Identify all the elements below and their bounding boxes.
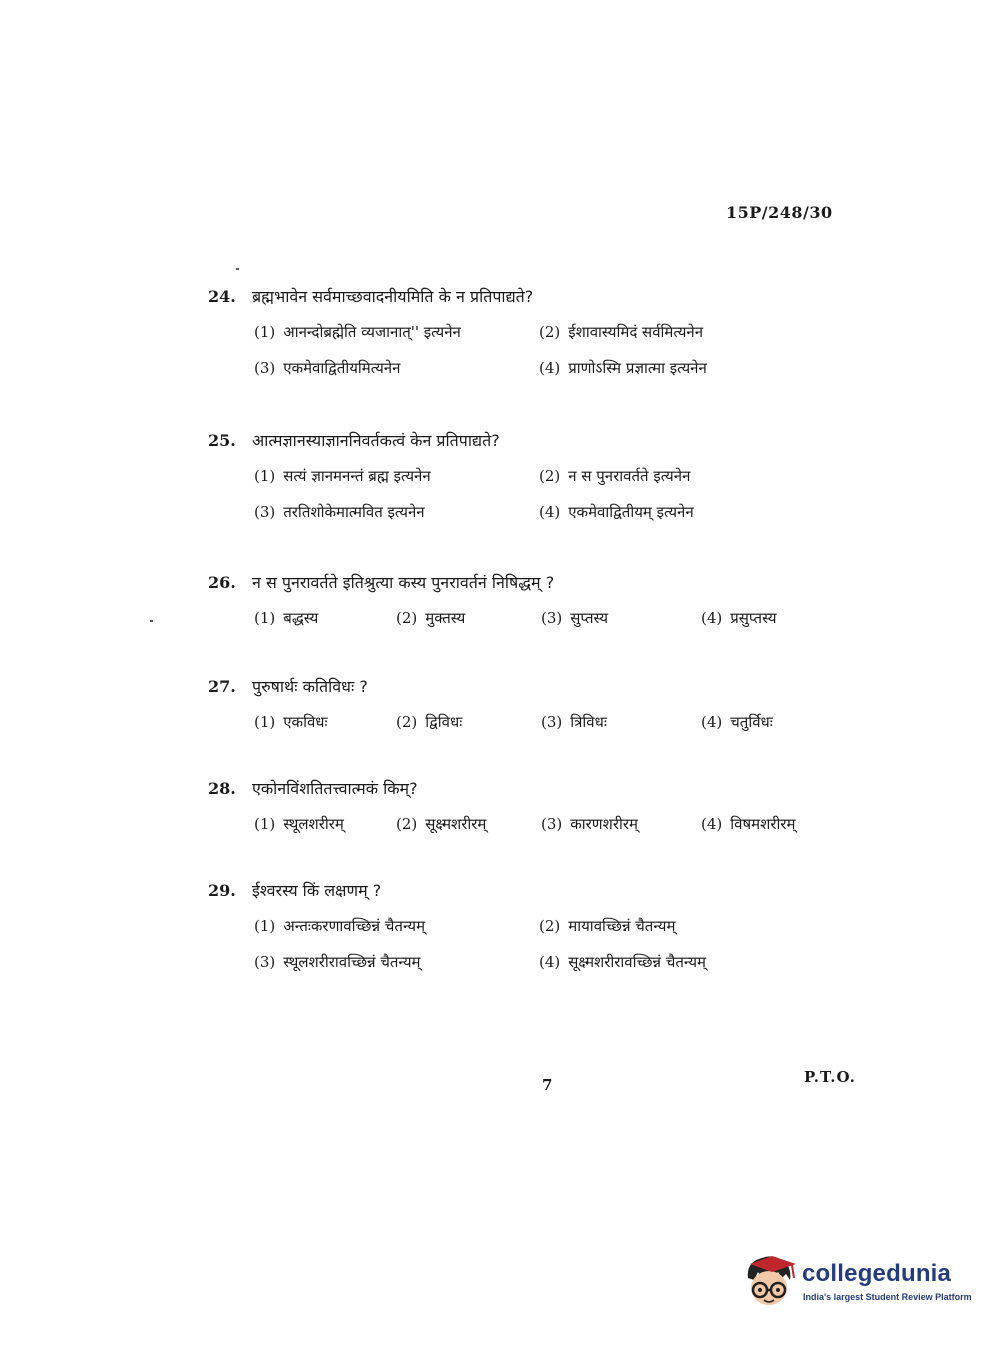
option-text: कारणशरीरम् <box>570 815 638 833</box>
option-text: सूक्ष्मशरीरम् <box>425 815 487 833</box>
option-number: (3) <box>254 503 276 521</box>
option-number: (1) <box>254 467 276 485</box>
option-1 <box>254 322 539 342</box>
question-text: ब्रह्मभावेन सर्वमाच्छवादनीयमिति के न प्रतिपाद्यते? <box>252 287 534 306</box>
scan-speck <box>236 268 239 270</box>
option-number: (2) <box>539 323 561 341</box>
option-text: एकविधः <box>283 713 328 731</box>
option-text: मायावच्छिन्नं चैतन्यम् <box>568 917 676 935</box>
question-28 <box>208 778 848 834</box>
option-text: आनन्दोब्रह्मेति व्यजानात्'' इत्यनेन <box>283 323 461 341</box>
option-4 <box>701 608 841 628</box>
option-text: स्थूलशरीरम् <box>283 815 344 833</box>
question-stem <box>208 778 848 800</box>
option-number: (4) <box>539 503 561 521</box>
question-stem <box>208 676 848 698</box>
option-3 <box>254 502 539 522</box>
option-text: द्विविधः <box>425 713 463 731</box>
option-number: (2) <box>539 467 561 485</box>
option-number: (1) <box>254 713 276 731</box>
option-2 <box>539 466 839 486</box>
option-number: (3) <box>254 953 276 971</box>
option-2 <box>539 322 839 342</box>
option-3 <box>254 358 539 378</box>
pto-label: P.T.O. <box>804 1068 856 1086</box>
option-number: (4) <box>701 713 723 731</box>
options <box>254 814 848 834</box>
option-number: (3) <box>254 359 276 377</box>
mascot-icon <box>742 1252 798 1310</box>
option-2 <box>396 608 541 628</box>
question-25 <box>208 430 848 522</box>
option-4 <box>539 358 839 378</box>
question-text: एकोनविंशतितत्त्वात्मकं किम्? <box>252 779 418 798</box>
question-stem <box>208 286 848 308</box>
options <box>254 322 848 378</box>
option-number: (1) <box>254 815 276 833</box>
option-1 <box>254 466 539 486</box>
option-number: (2) <box>539 917 561 935</box>
question-number: 26. <box>208 573 236 592</box>
options <box>254 916 848 972</box>
option-text: एकमेवाद्वितीयम् इत्यनेन <box>568 503 694 521</box>
option-3 <box>541 814 701 834</box>
option-number: (1) <box>254 609 276 627</box>
question-29 <box>208 880 848 972</box>
question-number: 28. <box>208 779 236 798</box>
option-text: एकमेवाद्वितीयमित्यनेन <box>283 359 401 377</box>
options <box>254 608 848 628</box>
brand-name: collegedunia <box>802 1260 952 1287</box>
option-text: स्थूलशरीरावच्छिन्नं चैतन्यम् <box>283 953 421 971</box>
option-number: (3) <box>541 609 563 627</box>
option-3 <box>254 952 539 972</box>
question-number: 25. <box>208 431 236 450</box>
options <box>254 466 848 522</box>
question-number: 24. <box>208 287 236 306</box>
option-2 <box>396 712 541 732</box>
option-text: बद्धस्य <box>283 609 319 627</box>
option-text: सुप्तस्य <box>570 609 609 627</box>
option-text: तरतिशोकेमात्मवित इत्यनेन <box>283 503 425 521</box>
option-1 <box>254 916 539 936</box>
question-number: 29. <box>208 881 236 900</box>
option-1 <box>254 608 396 628</box>
option-text: विषमशरीरम् <box>730 815 796 833</box>
option-number: (2) <box>396 713 418 731</box>
option-text: सत्यं ज्ञानमनन्तं ब्रह्म इत्यनेन <box>283 467 431 485</box>
option-text: प्रसुप्तस्य <box>730 609 777 627</box>
question-text: न स पुनरावर्तते इतिश्रुत्या कस्य पुनरावर्तनं निषिद्धम् ? <box>252 573 555 592</box>
option-number: (4) <box>539 359 561 377</box>
option-text: ईशावास्यमिदं सर्वमित्यनेन <box>568 323 704 341</box>
question-number: 27. <box>208 677 236 696</box>
option-text: चतुर्विधः <box>730 713 773 731</box>
question-stem <box>208 880 848 902</box>
option-2 <box>539 916 839 936</box>
option-4 <box>539 502 839 522</box>
option-text: न स पुनरावर्तते इत्यनेन <box>568 467 691 485</box>
question-24 <box>208 286 848 378</box>
collegedunia-watermark <box>742 1252 972 1312</box>
option-text: प्राणोऽस्मि प्रज्ञात्मा इत्यनेन <box>568 359 707 377</box>
option-4 <box>701 712 841 732</box>
question-26 <box>208 572 848 628</box>
brand-tagline: India's largest Student Review Platform <box>803 1292 972 1302</box>
question-text: आत्मज्ञानस्याज्ञाननिवर्तकत्वं केन प्रतिपाद्यते? <box>252 431 500 450</box>
option-number: (2) <box>396 609 418 627</box>
page-number: 7 <box>542 1076 553 1094</box>
question-text: ईश्वरस्य किं लक्षणम् ? <box>252 881 382 900</box>
scan-speck <box>150 620 153 622</box>
option-3 <box>541 712 701 732</box>
option-number: (3) <box>541 713 563 731</box>
options <box>254 712 848 732</box>
option-number: (1) <box>254 917 276 935</box>
option-number: (4) <box>701 815 723 833</box>
option-4 <box>539 952 839 972</box>
option-number: (4) <box>701 609 723 627</box>
option-1 <box>254 712 396 732</box>
question-stem <box>208 572 848 594</box>
option-4 <box>701 814 841 834</box>
question-stem <box>208 430 848 452</box>
option-text: त्रिविधः <box>570 713 607 731</box>
option-number: (2) <box>396 815 418 833</box>
paper-code: 15P/248/30 <box>726 203 833 222</box>
option-number: (1) <box>254 323 276 341</box>
option-text: सूक्ष्मशरीरावच्छिन्नं चैतन्यम् <box>568 953 707 971</box>
option-text: मुक्तस्य <box>425 609 466 627</box>
option-number: (3) <box>541 815 563 833</box>
option-number: (4) <box>539 953 561 971</box>
option-text: अन्तःकरणावच्छिन्नं चैतन्यम् <box>283 917 426 935</box>
question-text: पुरुषार्थः कतिविधः ? <box>252 677 368 696</box>
question-27 <box>208 676 848 732</box>
option-1 <box>254 814 396 834</box>
option-2 <box>396 814 541 834</box>
option-3 <box>541 608 701 628</box>
